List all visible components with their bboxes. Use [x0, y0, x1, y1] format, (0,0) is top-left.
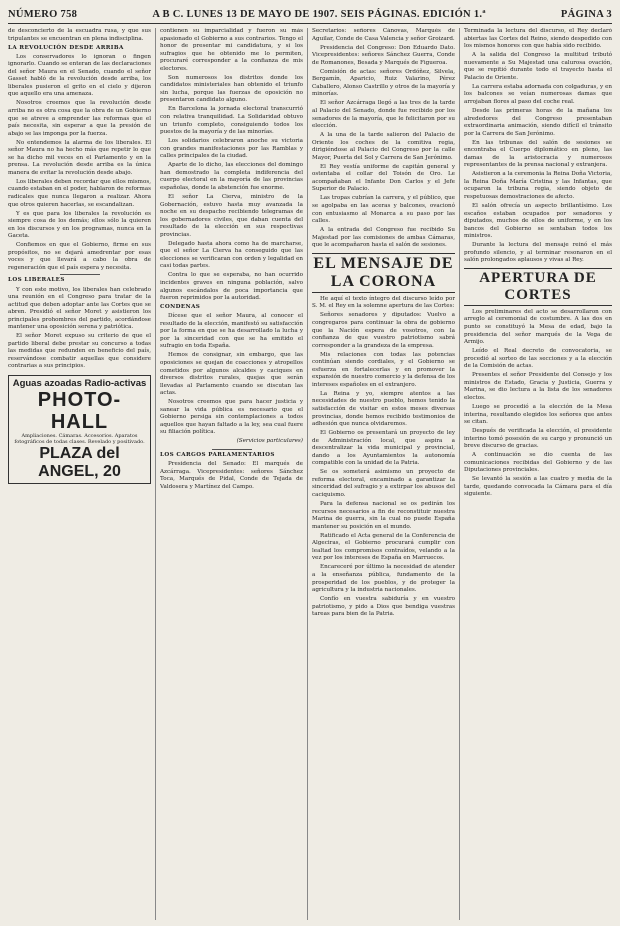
paragraph: He aquí el texto íntegro del discurso leído por S. M. el Rey en la solemne apertura de las Cortes:	[312, 295, 455, 310]
section-heading: CONDENAS	[160, 304, 201, 311]
paragraph: Aparte de lo dicho, las elecciones del domingo han demostrado la completa indiferencia del cuerpo electoral en la mayoría de las provincias españolas, donde la abstención fue enorme.	[160, 162, 303, 191]
section-heading: LA REVOLUCIÓN DESDE ARRIBA	[8, 44, 124, 51]
paragraph: Mis relaciones con todas las potencias continúan siendo cordiales, y el Gobierno se esfuerza en fortalecerlas y en promover la expansión de nuestro comercio y la defensa de los intereses españoles en el extranjero.	[312, 351, 455, 388]
column-divider	[155, 28, 156, 920]
paragraph: A la salida del Congreso la multitud tributó nuevamente a Su Majestad una calurosa ovación, que se repitió durante todo el trayecto hasta el Palacio de Oriente.	[464, 52, 612, 81]
issue-number: NÚMERO 758	[8, 8, 78, 20]
paragraph: Y es que para los liberales la revolución es siempre cosa de los demás; ellos sólo la quieren en los discursos y en los programas, nunca en la Gaceta.	[8, 210, 151, 240]
paragraph: El señor Azcárraga llegó a las tres de la tarde al Palacio del Senado, donde fue recibido por los senadores de la mayoría, que le felicitaron por su elección.	[312, 100, 455, 130]
column-2	[160, 28, 303, 920]
paragraph: Leído el Real decreto de convocatoria, se procedió al sorteo de las secciones y a la elección de la Comisión de actas.	[464, 348, 612, 370]
paragraph: Señores senadores y diputados: Vuelvo a congregaros para continuar la obra de gobierno que la Nación espera de vosotros, con la confianza de que vuestro patriotismo sabrá corresponder a la grandeza de la empresa.	[312, 312, 455, 349]
paragraph: El señor Moret expuso su criterio de que el partido liberal debe prestar su concurso a todas las medidas que redunden en beneficio del país, reservándose combatir aquellas que considere contrarias a sus principios.	[8, 333, 151, 370]
paragraph: El salón ofrecía un aspecto brillantísimo. Los escaños estaban ocupados por senadores y diputados, muchos de ellos de uniforme, y en los bancos del Gobierno se sentaban todos los ministros.	[464, 203, 612, 240]
paragraph: Asistieron a la ceremonia la Reina Doña Victoria, la Reina Doña María Cristina y las Infantas, que ocuparon la tribuna regia, siendo objeto de respetuosas demostraciones de afecto.	[464, 171, 612, 200]
divider	[212, 449, 252, 450]
paragraph: Son numerosos los distritos donde los candidatos ministeriales han obtenido el triunfo sin lucha, porque las fuerzas de oposición no presentaron candidato alguno.	[160, 74, 303, 104]
paragraph: Ratificado el Acta general de la Conferencia de Algeciras, el Gobierno procurará cumplir con lealtad los compromisos contraídos, velando a la vez por los intereses de España en Marruecos.	[312, 532, 455, 562]
paragraph: Nosotros creemos que para hacer justicia y sanear la vida pública es necesario que el Gobierno persiga sin contemplaciones a todos aquellos que hayan faltado a la ley, sea cual fuere su filiación política.	[160, 399, 303, 436]
paragraph: Hemos de consignar, sin embargo, que las oposiciones se quejan de coacciones y atropellos cometidos por algunos alcaldes y caciques en diversos distritos rurales, quejas que serán llevadas al Parlamento cuando se discutan las actas.	[160, 352, 303, 397]
paragraph: Comisión de actas: señores Ordóñez, Silvela, Bergamín, Aparicio, Ruiz Valarino, Pérez Caballero, Alonso Castrillo y otros de la mayoría y minorías.	[312, 68, 455, 98]
paragraph: Luego se procedió a la elección de la Mesa interina, resultando elegidos los señores que antes se citan.	[464, 403, 612, 426]
header-rule	[8, 23, 612, 24]
paragraph: Se os someterá asimismo un proyecto de reforma electoral, encaminado a garantizar la sinceridad del sufragio y a extirpar los abusos del caciquismo.	[312, 469, 455, 498]
ad-brand: PHOTO-HALL	[37, 389, 122, 434]
section-heading: LOS LIBERALES	[8, 277, 65, 284]
page-number: PÁGINA 3	[560, 8, 612, 20]
headline-apertura-cortes: APERTURA DE CORTES	[464, 268, 612, 306]
paragraph: En Barcelona la jornada electoral transcurrió con relativa tranquilidad. La Solidaridad obtuvo un triunfo completo, consiguiendo todos los puestos de la mayoría y de las minorías.	[160, 106, 303, 136]
paragraph: El Gobierno os presentará un proyecto de ley de Administración local, que aspira a descentralizar la vida municipal y provincial, dando a los Ayuntamientos la autonomía compatible con la unidad de la Patria.	[312, 430, 455, 467]
paragraph: Presidencia del Senado: El marqués de Azcárraga. Vicepresidentes: señores Sánchez Toca, Marqués de Pidal, Conde de Tejada de Valdosera y Martínez del Campo.	[160, 461, 303, 490]
paragraph: Durante la lectura del mensaje reinó el más profundo silencio, y al terminar resonaron en el salón prolongados aplausos y vivas al Rey.	[464, 242, 612, 264]
paragraph: Desde las primeras horas de la mañana los alrededores del Congreso presentaban extraordinaria animación, siendo difícil el tránsito por la Carrera de San Jerónimo.	[464, 107, 612, 137]
column-divider	[307, 28, 308, 920]
headline-mensaje-corona: EL MENSAJE DE LA CORONA	[312, 253, 455, 293]
paragraph: No entendemos la alarma de los liberales. El señor Maura no ha hecho más que repetir lo que se ha dicho mil veces en el Parlamento y en la prensa. La revolución desde arriba es la única manera de evitar la revolución desde abajo.	[8, 139, 151, 176]
paragraph: Los preliminares del acto se desarrollaron con arreglo al ceremonial de costumbre. A las dos en punto se constituyó la Mesa de edad, bajo la presidencia del señor marqués de la Vega de Armijo.	[464, 308, 612, 346]
paragraph: La carrera estaba adornada con colgaduras, y en los balcones se veían numerosas damas que arrojaban flores al paso del coche real.	[464, 83, 612, 105]
paragraph: Confiemos en que el Gobierno, firme en sus propósitos, no se dejará amedrentar por esas voces y que llevará a cabo la obra de regeneración que el país espera y necesita.	[8, 242, 151, 271]
divider	[60, 274, 100, 275]
paragraph: Contra lo que se esperaba, no han ocurrido incidentes graves en ninguna población, salvo algunos escándalos de poca importancia que fueron reprimidos por la autoridad.	[160, 272, 303, 302]
page-header	[8, 6, 612, 22]
ad-tagline: Aguas azoadas Radio-activas	[12, 378, 147, 390]
paragraph: Nosotros creemos que la revolución desde arriba no es otra cosa que la obra de un Gobierno que se atreve a emprender las reformas que el país necesita, sin esperar a que la presión de abajo se las imponga por la fuerza.	[8, 100, 151, 137]
column-3	[312, 28, 455, 920]
paragraph: Presidencia del Congreso: Don Eduardo Dato. Vicepresidentes: señores Sánchez Guerra, Conde de Romanones, Besada y Marqués de Figueroa.	[312, 44, 455, 66]
paragraph: Después de verificada la elección, el presidente interino tomó posesión de su cargo y pronunció un breve discurso de gracias.	[464, 428, 612, 450]
paragraph: A la una de la tarde salieron del Palacio de Oriente los coches de la comitiva regia, dirigiéndose al Palacio del Congreso por la calle Mayor, Puerta del Sol y Carrera de San Jerónimo.	[312, 132, 455, 161]
section-heading: LOS CARGOS PARLAMENTARIOS	[160, 451, 275, 458]
paragraph: Los solidarios celebraron anoche su victoria con grandes manifestaciones por las Ramblas y calles principales de la ciudad.	[160, 138, 303, 160]
column-4	[464, 28, 612, 920]
paragraph: A continuación se dio cuenta de las comunicaciones recibidas del Gobierno y de las Diputaciones provinciales.	[464, 452, 612, 474]
ad-address: PLAZA del ANGEL, 20	[38, 445, 121, 481]
column-divider	[459, 28, 460, 920]
paragraph: Encareceré por último la necesidad de atender a la enseñanza pública, fundamento de la prosperidad de los pueblos, y de proteger la agricultura y la industria nacionales.	[312, 564, 455, 594]
paragraph: contienen su imparcialidad y fueron su más apasionado el Gobierno a sus contrarios. Tengo el honor de presentar mi candidatura, y si los sufragios que he obtenido me lo permiten, procuraré corresponder a la confianza de mis electores.	[160, 28, 303, 72]
paragraph: En las tribunas del salón de sesiones se encontraba el Cuerpo diplomático en pleno, las damas de la aristocracia y numerosos representantes de la prensa nacional y extranjera.	[464, 139, 612, 169]
paragraph: Las tropas cubrían la carrera, y el público, que se agolpaba en las aceras y balcones, ovacionó con entusiasmo al Monarca a su paso por las calles.	[312, 195, 455, 225]
paragraph: Se levantó la sesión a las cuatro y media de la tarde, quedando convocada la Cámara para el día siguiente.	[464, 476, 612, 498]
paragraph: Delegado hasta ahora como ha de marcharse, que el señor La Cierva ha conseguido que las elecciones se verificaran con orden y legalidad en casi todas partes.	[160, 240, 303, 270]
paragraph: Secretarios: señores Cánovas, Marqués de Aguilar, Conde de Casa Valencia y señor Groizard.	[312, 28, 455, 42]
paragraph: Y con este motivo, los liberales han celebrado una reunión en el Congreso para tratar de la actitud que deben adoptar ante las Cortes que se abren. Presidió el señor Moret y asistieron los principales prohombres del partido, acordándose mantener una oposición serena y patriótica.	[8, 286, 151, 331]
paragraph: Presentes el señor Presidente del Consejo y los ministros de Estado, Gracia y Justicia, Guerra y Marina, se dio lectura a la lista de los senadores electos.	[464, 372, 612, 401]
paragraph: El señor La Cierva, ministro de la Gobernación, estuvo hasta muy avanzada la noche en su despacho recibiendo telegramas de los gobernadores civiles, que daban cuenta del resultado de la elección en sus respectivas provincias.	[160, 193, 303, 238]
advertisement-photo-hall	[8, 375, 151, 484]
paragraph: Dícese que el señor Maura, al conocer el resultado de la elección, manifestó su satisfacción por la forma en que se ha desarrollado la lucha y por la sinceridad con que se ha emitido el sufragio en toda España.	[160, 313, 303, 350]
masthead-line: A B C. LUNES 13 DE MAYO DE 1907. SEIS PÁGINAS. EDICIÓN 1.ª	[152, 8, 486, 20]
paragraph: La Reina y yo, siempre atentos a las necesidades de nuestro pueblo, hemos tenido la satisfacción de visitar en estos meses diversas provincias, donde hemos recibido testimonios de adhesión que nunca olvidaremos.	[312, 390, 455, 428]
paragraph: Los liberales deben recordar que ellos mismos, cuando estaban en el poder, hablaron de reformas radicales que nunca llegaron a realizar. Ahora que otros quieren hacerlas, se escandalizan.	[8, 178, 151, 208]
paragraph: Los conservadores lo ignoran o fingen ignorarlo. Cuando se enteran de las declaraciones del señor Maura en el Senado, cuando el señor Gasset habló de la revolución desde arriba, los liberales pusieron el grito en el cielo y dijeron que aquello era una amenaza.	[8, 53, 151, 98]
paragraph: Terminada la lectura del discurso, el Rey declaró abiertas las Cortes del Reino, siendo despedido con los mismos honores con que había sido recibido.	[464, 28, 612, 50]
column-1	[8, 28, 151, 920]
paragraph: Para la defensa nacional se os pedirán los recursos necesarios a fin de reconstituir nuestra Marina de guerra, sin la cual no puede España mantener su posición en el mundo.	[312, 501, 455, 530]
byline: (Servicios particulares)	[236, 438, 303, 445]
paragraph: A la entrada del Congreso fue recibido Su Majestad por las comisiones de ambas Cámaras, que le acompañaron hasta el salón de sesiones.	[312, 227, 455, 249]
paragraph: El Rey vestía uniforme de capitán general y ostentaba el collar del Toisón de Oro. Le acompañaban el Infante Don Carlos y el Jefe Superior de Palacio.	[312, 163, 455, 193]
ad-description: Ampliaciones. Cámaras. Accesorios. Aparatos fotográficos de todas clases. Revelado y positivado.	[14, 433, 145, 446]
paragraph: de desconcierto de la escuadra rusa, y que sus tripulantes se encuentran en plena indisciplina.	[8, 28, 151, 42]
paragraph: Confío en vuestra sabiduría y en vuestro patriotismo, y pido a Dios que bendiga vuestras tareas para bien de la Patria.	[312, 596, 455, 618]
